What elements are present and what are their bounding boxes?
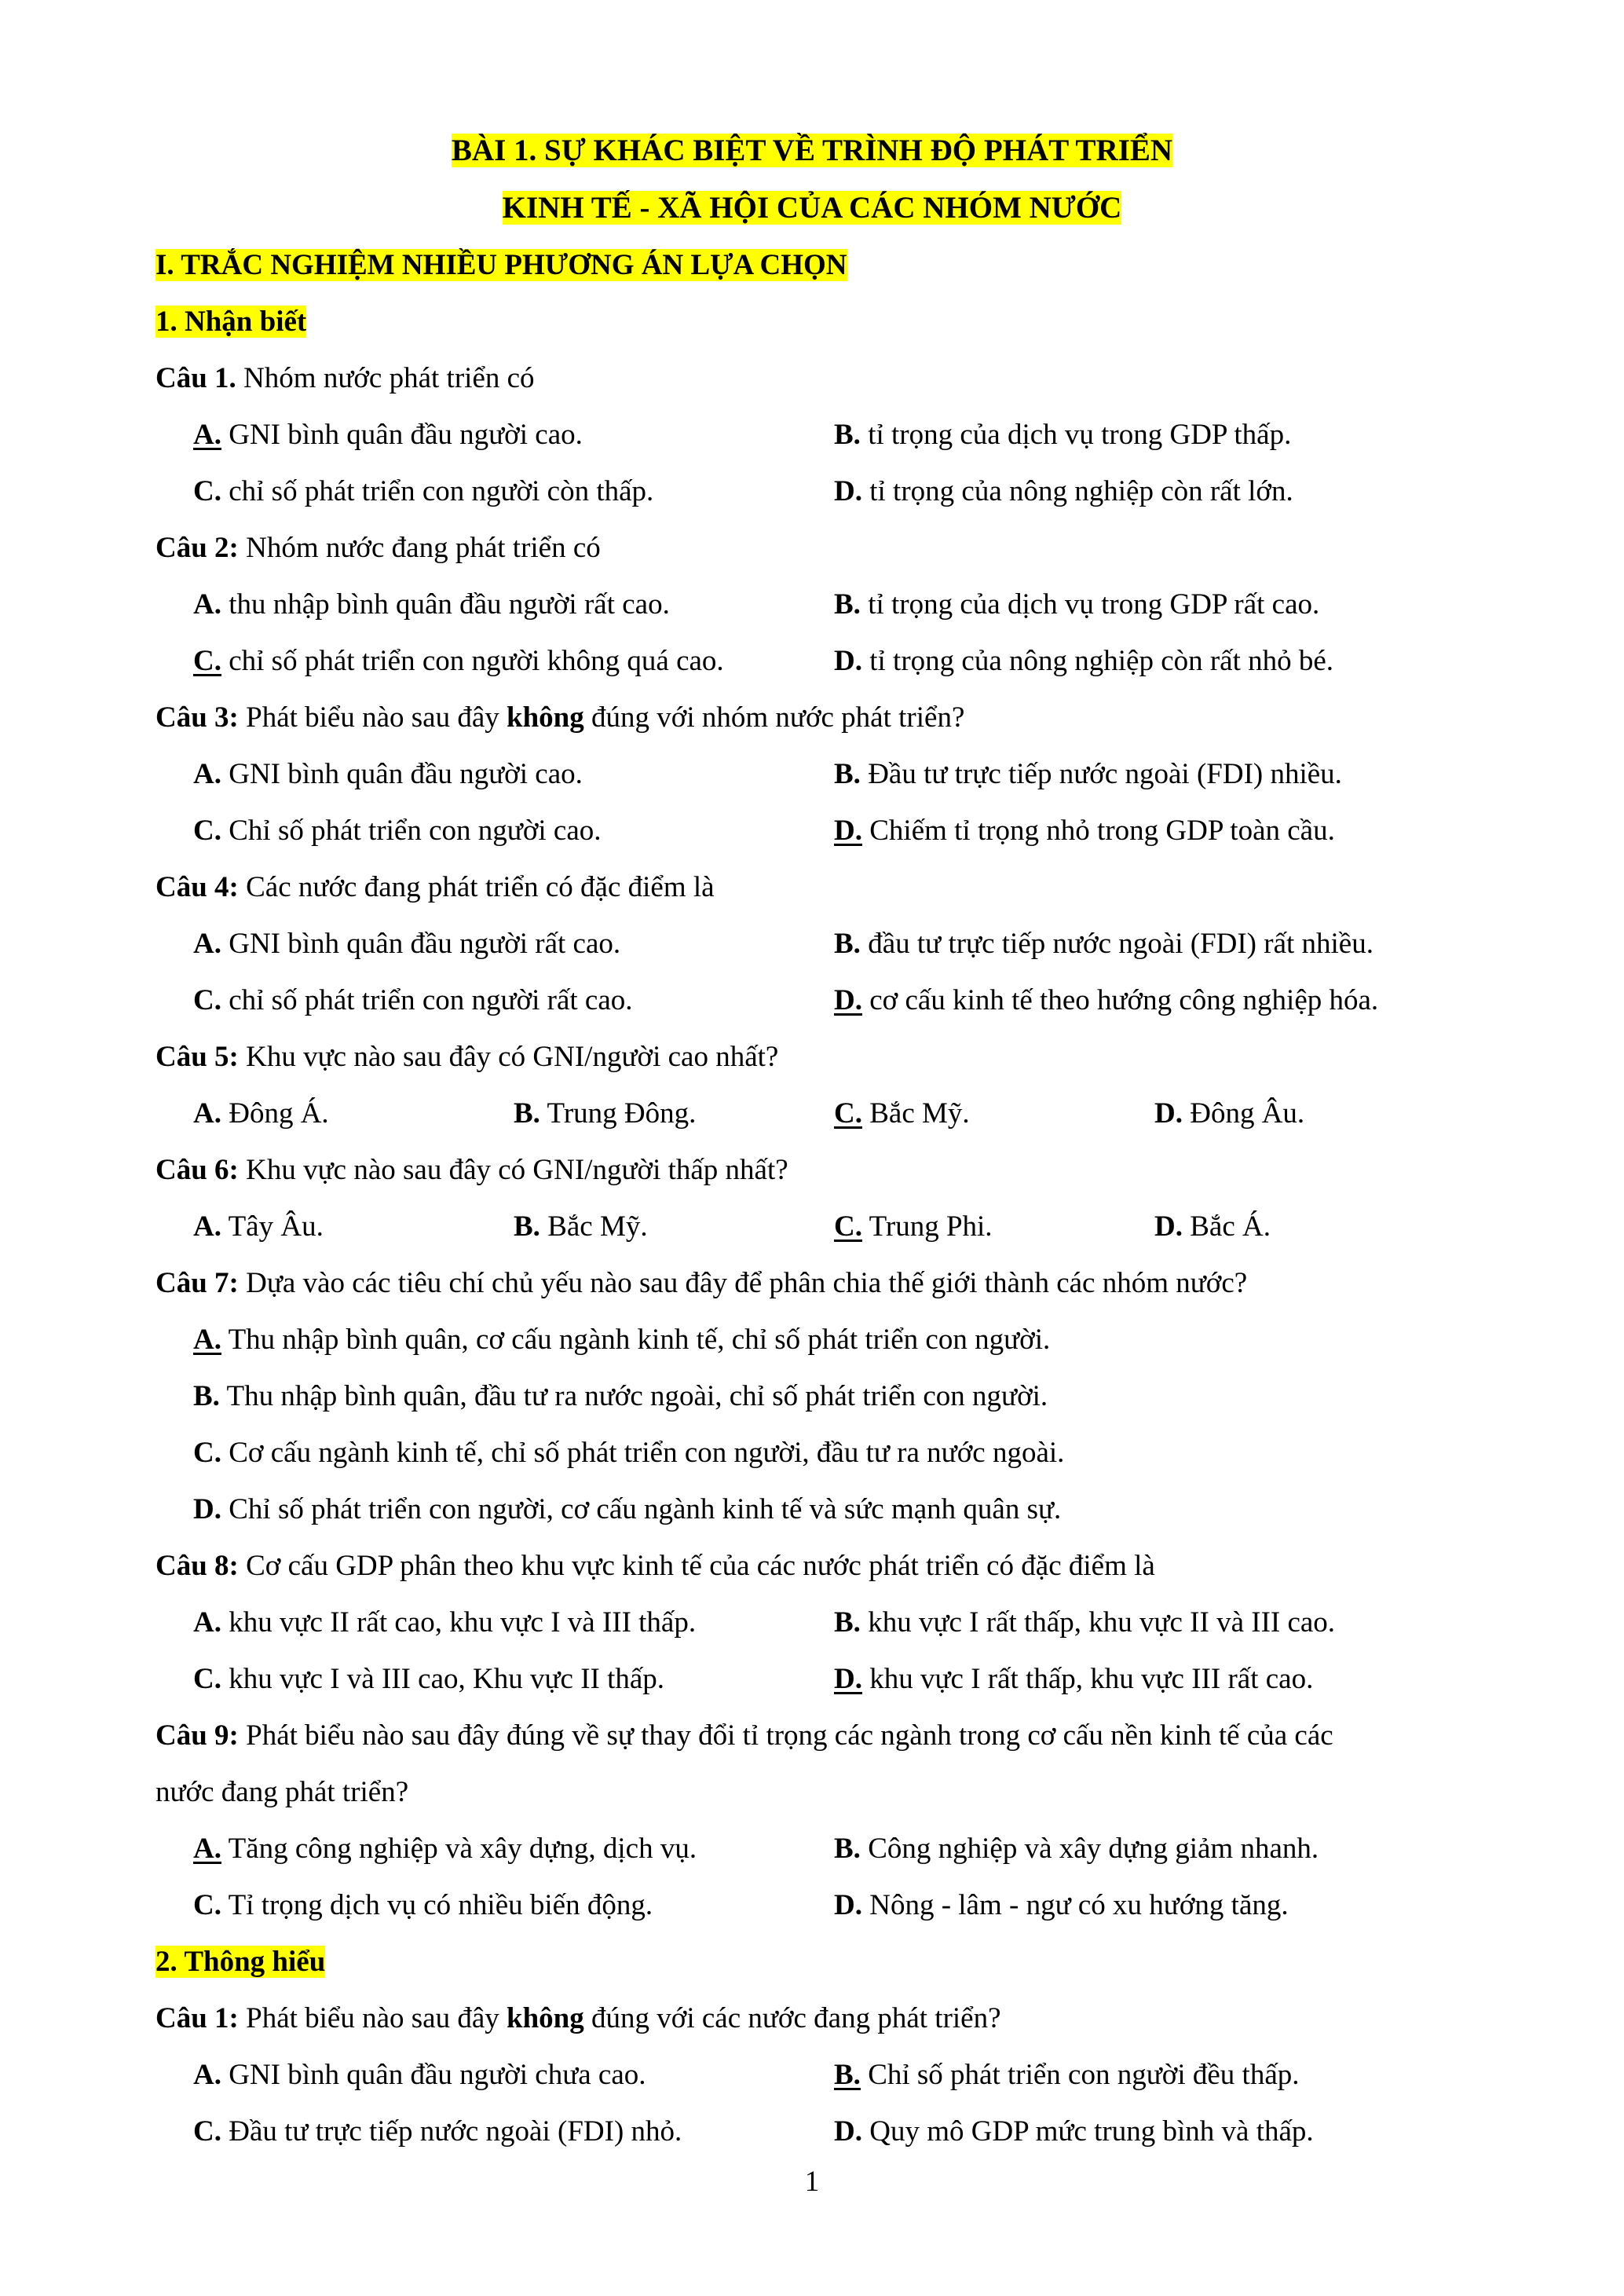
part-heading-thong-hieu: 2. Thông hiểu (155, 1946, 326, 1978)
q9-option-b[interactable]: B. Công nghiệp và xây dựng giảm nhanh. (834, 1833, 1319, 1865)
q6-option-a[interactable]: A. Tây Âu. (193, 1210, 324, 1243)
th-q1-option-d[interactable]: D. Quy mô GDP mức trung bình và thấp. (834, 2115, 1314, 2148)
question-9: Câu 9: Phát biểu nào sau đây đúng về sự thay đổi tỉ trọng các ngành trong cơ cấu nền kinh tế của các (155, 1719, 1333, 1752)
q9-option-d[interactable]: D. Nông - lâm - ngư có xu hướng tăng. (834, 1889, 1289, 1921)
q4-option-d[interactable]: D. cơ cấu kinh tế theo hướng công nghiệp hóa. (834, 984, 1379, 1016)
section-heading: I. TRẮC NGHIỆM NHIỀU PHƯƠNG ÁN LỰA CHỌN (155, 249, 847, 281)
q7-option-b[interactable]: B. Thu nhập bình quân, đầu tư ra nước ngoài, chỉ số phát triển con người. (193, 1380, 1048, 1412)
q4-option-b[interactable]: B. đầu tư trực tiếp nước ngoài (FDI) rất nhiều. (834, 928, 1373, 960)
q7-option-d[interactable]: D. Chỉ số phát triển con người, cơ cấu ngành kinh tế và sức mạnh quân sự. (193, 1493, 1062, 1525)
q9-option-a[interactable]: A. Tăng công nghiệp và xây dựng, dịch vụ. (193, 1833, 697, 1865)
q9-option-c[interactable]: C. Tỉ trọng dịch vụ có nhiều biến động. (193, 1889, 653, 1921)
q1-option-b[interactable]: B. tỉ trọng của dịch vụ trong GDP thấp. (834, 419, 1292, 451)
th-q1-option-b[interactable]: B. Chỉ số phát triển con người đều thấp. (834, 2059, 1300, 2091)
q6-option-c[interactable]: C. Trung Phi. (834, 1210, 993, 1243)
q8-option-c[interactable]: C. khu vực I và III cao, Khu vực II thấp. (193, 1663, 665, 1695)
q2-option-b[interactable]: B. tỉ trọng của dịch vụ trong GDP rất cao. (834, 588, 1320, 621)
th-q1-option-c[interactable]: C. Đầu tư trực tiếp nước ngoài (FDI) nhỏ. (193, 2115, 682, 2148)
q7-option-c[interactable]: C. Cơ cấu ngành kinh tế, chỉ số phát triển con người, đầu tư ra nước ngoài. (193, 1437, 1065, 1469)
question-1: Câu 1. Nhóm nước phát triển có (155, 362, 535, 394)
page-number: 1 (804, 2166, 820, 2198)
q2-option-c[interactable]: C. chỉ số phát triển con người không quá cao. (193, 645, 724, 677)
q2-option-d[interactable]: D. tỉ trọng của nông nghiệp còn rất nhỏ bé. (834, 645, 1334, 677)
q6-option-b[interactable]: B. Bắc Mỹ. (514, 1210, 648, 1243)
question-5: Câu 5: Khu vực nào sau đây có GNI/người cao nhất? (155, 1041, 779, 1073)
q7-option-a[interactable]: A. Thu nhập bình quân, cơ cấu ngành kinh tế, chỉ số phát triển con người. (193, 1324, 1051, 1356)
lesson-title-line-1: BÀI 1. SỰ KHÁC BIỆT VỀ TRÌNH ĐỘ PHÁT TRIỂN (451, 134, 1173, 167)
question-9-continued: nước đang phát triển? (155, 1776, 409, 1808)
q2-option-a[interactable]: A. thu nhập bình quân đầu người rất cao. (193, 588, 670, 621)
q8-option-d[interactable]: D. khu vực I rất thấp, khu vực III rất cao. (834, 1663, 1314, 1695)
question-6: Câu 6: Khu vực nào sau đây có GNI/người thấp nhất? (155, 1154, 788, 1186)
q3-option-a[interactable]: A. GNI bình quân đầu người cao. (193, 758, 583, 790)
question-8: Câu 8: Cơ cấu GDP phân theo khu vực kinh tế của các nước phát triển có đặc điểm là (155, 1550, 1155, 1582)
q1-option-a[interactable]: A. GNI bình quân đầu người cao. (193, 419, 583, 451)
q8-option-a[interactable]: A. khu vực II rất cao, khu vực I và III thấp. (193, 1606, 697, 1639)
q4-option-a[interactable]: A. GNI bình quân đầu người rất cao. (193, 928, 621, 960)
q5-option-c[interactable]: C. Bắc Mỹ. (834, 1097, 970, 1130)
q5-option-d[interactable]: D. Đông Âu. (1154, 1097, 1305, 1130)
q8-option-b[interactable]: B. khu vực I rất thấp, khu vực II và III cao. (834, 1606, 1336, 1639)
q3-option-c[interactable]: C. Chỉ số phát triển con người cao. (193, 815, 602, 847)
question-4: Câu 4: Các nước đang phát triển có đặc điểm là (155, 871, 715, 903)
q3-option-d[interactable]: D. Chiếm tỉ trọng nhỏ trong GDP toàn cầu. (834, 815, 1335, 847)
q6-option-d[interactable]: D. Bắc Á. (1154, 1210, 1271, 1243)
q1-option-c[interactable]: C. chỉ số phát triển con người còn thấp. (193, 475, 654, 507)
q5-option-a[interactable]: A. Đông Á. (193, 1097, 329, 1130)
part-heading-nhan-biet: 1. Nhận biết (155, 306, 307, 338)
question-7: Câu 7: Dựa vào các tiêu chí chủ yếu nào sau đây để phân chia thế giới thành các nhóm nước? (155, 1267, 1248, 1299)
th-question-1: Câu 1: Phát biểu nào sau đây không đúng với các nước đang phát triển? (155, 2002, 1001, 2034)
q3-option-b[interactable]: B. Đầu tư trực tiếp nước ngoài (FDI) nhiều. (834, 758, 1342, 790)
question-2: Câu 2: Nhóm nước đang phát triển có (155, 532, 601, 564)
q4-option-c[interactable]: C. chỉ số phát triển con người rất cao. (193, 984, 633, 1016)
q1-option-d[interactable]: D. tỉ trọng của nông nghiệp còn rất lớn. (834, 475, 1293, 507)
lesson-title-line-2: KINH TẾ - XÃ HỘI CỦA CÁC NHÓM NƯỚC (502, 191, 1122, 225)
th-q1-option-a[interactable]: A. GNI bình quân đầu người chưa cao. (193, 2059, 646, 2091)
question-3: Câu 3: Phát biểu nào sau đây không đúng với nhóm nước phát triển? (155, 701, 965, 734)
q5-option-b[interactable]: B. Trung Đông. (514, 1097, 697, 1130)
